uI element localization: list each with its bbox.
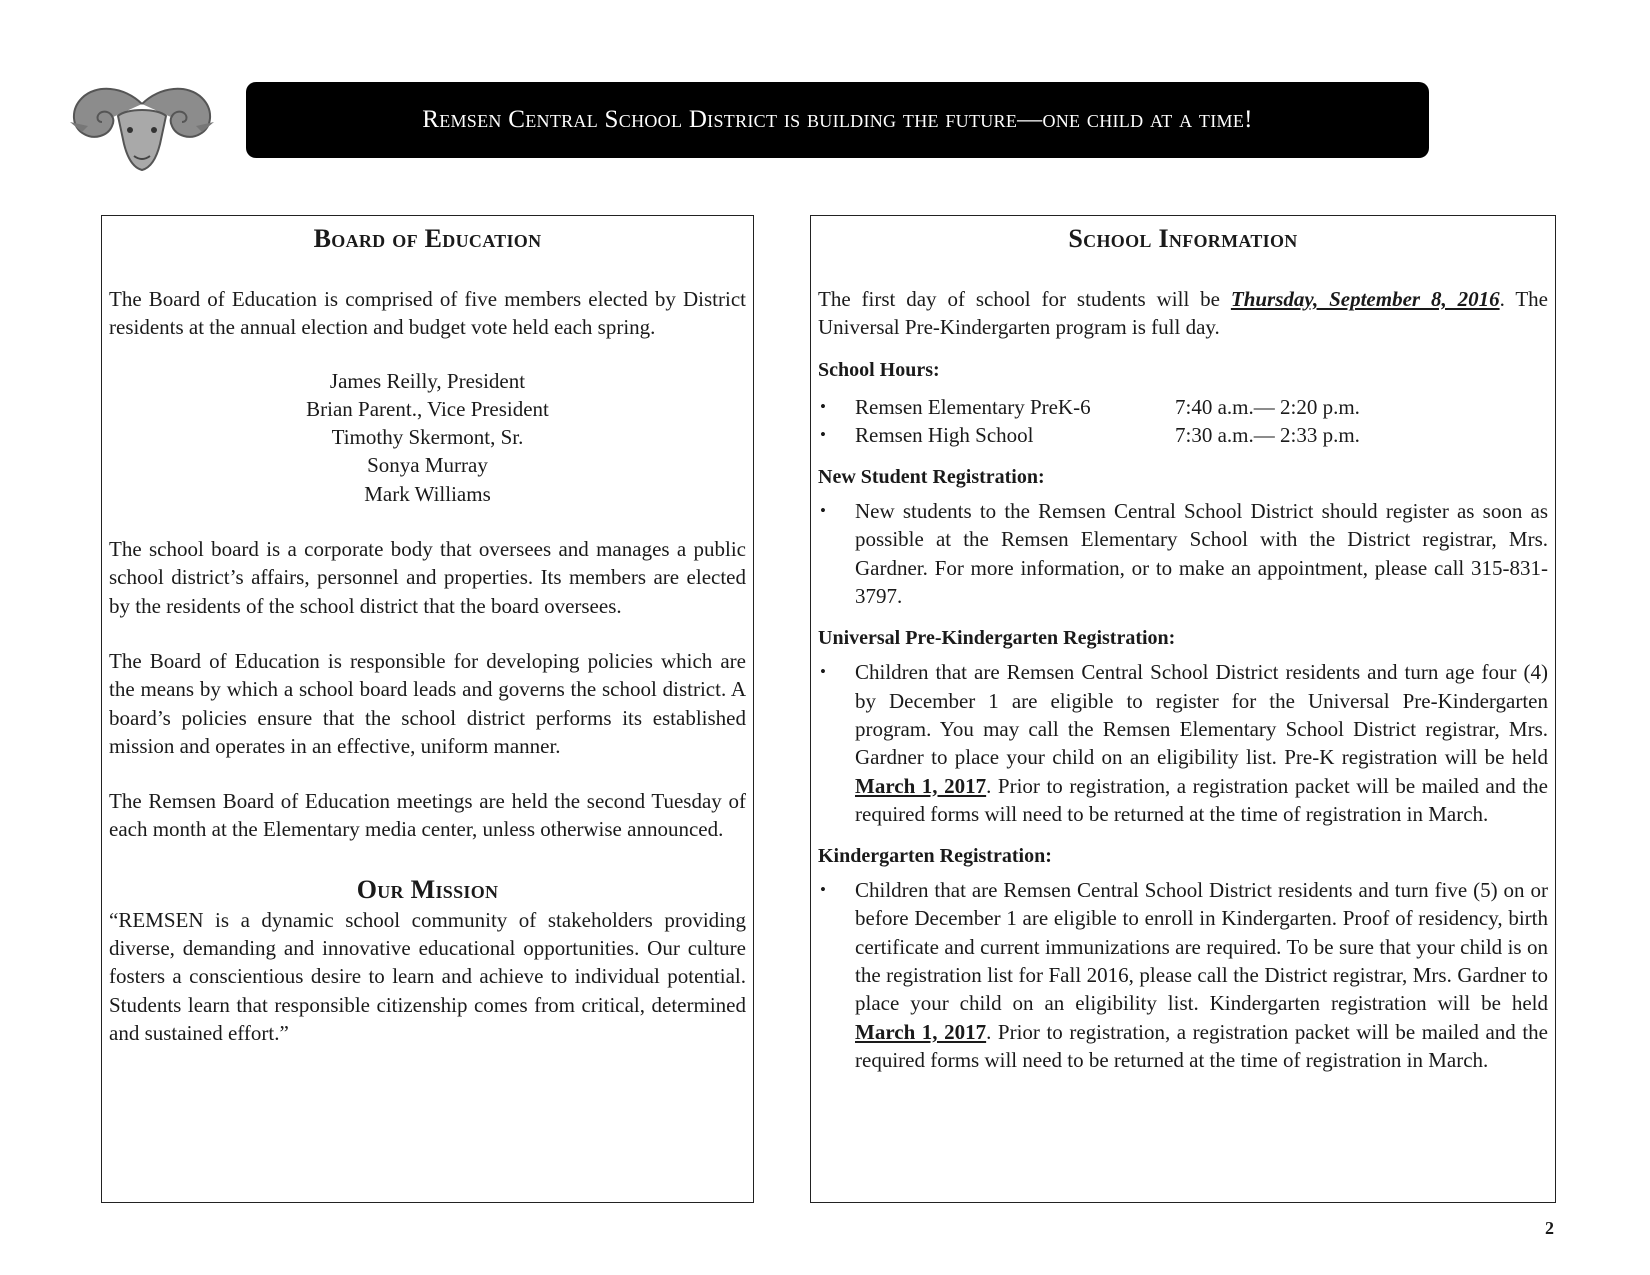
board-corporate-paragraph: The school board is a corporate body that oversees and manages a public school district’s affairs, personnel and properties. Its members are elected by the residents of the school district that the board oversees. <box>109 537 746 618</box>
school-hours-heading: School Hours: <box>818 358 940 381</box>
new-student-item: • New students to the Remsen Central School District should register as soon as possible at the Remsen Elementary School with the District registrar, Mrs. Gardner. For more information, or to make an appointment, please call 315-831-3797. <box>818 497 1548 610</box>
mission-heading: Our Mission <box>356 874 499 904</box>
school-hours-item <box>818 393 1548 421</box>
board-of-education-panel <box>101 215 754 1203</box>
upk-heading: Universal Pre-Kindergarten Registration: <box>818 627 1176 650</box>
board-member: Brian Parent., Vice President <box>306 396 549 421</box>
k-text-a: Children that are Remsen Central School District residents and turn five (5) on or before December 1 are eligible to enroll in Kindergarten. Proof of residency, birth certificate and current immunizations are required. To be sure that your child is on the registration list for Fall 2016, please call the District registrar, Mrs. Gardner to place your child on an eligibility list. Kindergarten registration will be held <box>855 878 1548 1016</box>
school-hours-item <box>818 421 1548 449</box>
k-date: March 1, 2017 <box>855 1019 987 1044</box>
first-day-suffix: . The Universal Pre-Kindergarten program is full day. <box>818 287 1548 340</box>
board-member: Timothy Skermont, Sr. <box>331 425 524 450</box>
board-members-list <box>109 367 746 508</box>
school-name: Remsen High School <box>855 422 1034 447</box>
kindergarten-item <box>818 876 1548 1074</box>
upk-item <box>818 658 1548 828</box>
first-day-prefix: The first day of school for students will be <box>818 287 1231 311</box>
ram-logo-icon <box>68 82 216 172</box>
school-time: 7:40 a.m.— 2:20 p.m. <box>1175 394 1360 419</box>
page-number: 2 <box>1545 1218 1554 1238</box>
new-student-heading: New Student Registration: <box>818 466 1045 489</box>
school-time: 7:30 a.m.— 2:33 p.m. <box>1175 422 1360 447</box>
school-name: Remsen Elementary PreK-6 <box>855 394 1091 419</box>
board-member: Sonya Murray <box>367 453 488 478</box>
first-day-date: Thursday, September 8, 2016 <box>1230 287 1500 311</box>
kindergarten-heading: Kindergarten Registration: <box>818 845 1052 868</box>
upk-date: March 1, 2017 <box>855 773 987 798</box>
upk-text-a: Children that are Remsen Central School District residents and turn age four (4) by December 1 are eligible to register for the Universal Pre-Kindergarten program. You may call the Remsen Elementary School District registrar, Mrs. Gardner to place your child on an eligibility list. Pre-K registration will be held <box>855 660 1548 770</box>
school-hours-list <box>818 393 1548 450</box>
board-policies-paragraph: The Board of Education is responsible for developing policies which are the means by which a school board leads and governs the school district. A board’s policies ensure that the school district performs its established mission and operates in an effective, uniform manner. <box>109 648 746 758</box>
school-info-heading: School Information <box>1068 224 1298 253</box>
board-member: Mark Williams <box>364 481 491 506</box>
school-information-panel <box>810 215 1556 1203</box>
header-banner <box>246 82 1429 158</box>
board-heading: Board of Education <box>313 224 542 253</box>
board-member: James Reilly, President <box>329 368 526 393</box>
banner-title: Remsen Central School District is building the future—one child at a time! <box>422 106 1253 133</box>
board-meetings-paragraph: The Remsen Board of Education meetings are held the second Tuesday of each month at the Elementary media center, unless otherwise announced. <box>109 789 746 842</box>
k-text-b: . Prior to registration, a registration packet will be mailed and the required forms will need to be returned at the time of registration in March. <box>855 1019 1549 1072</box>
first-day-paragraph <box>818 285 1548 342</box>
upk-text-b: . Prior to registration, a registration packet will be mailed and the required forms will need to be returned at the time of registration in March. <box>855 773 1549 826</box>
mission-statement: “REMSEN is a dynamic school community of stakeholders providing diverse, demanding and innovative educational opportunities. Our culture fosters a conscientious desire to learn and achieve to individual potential. Students learn that responsible citizenship comes from critical, determined and sustained effort.” <box>109 907 746 1045</box>
board-intro: The Board of Education is comprised of five members elected by District residents at the annual election and budget vote held each spring. <box>109 287 746 340</box>
